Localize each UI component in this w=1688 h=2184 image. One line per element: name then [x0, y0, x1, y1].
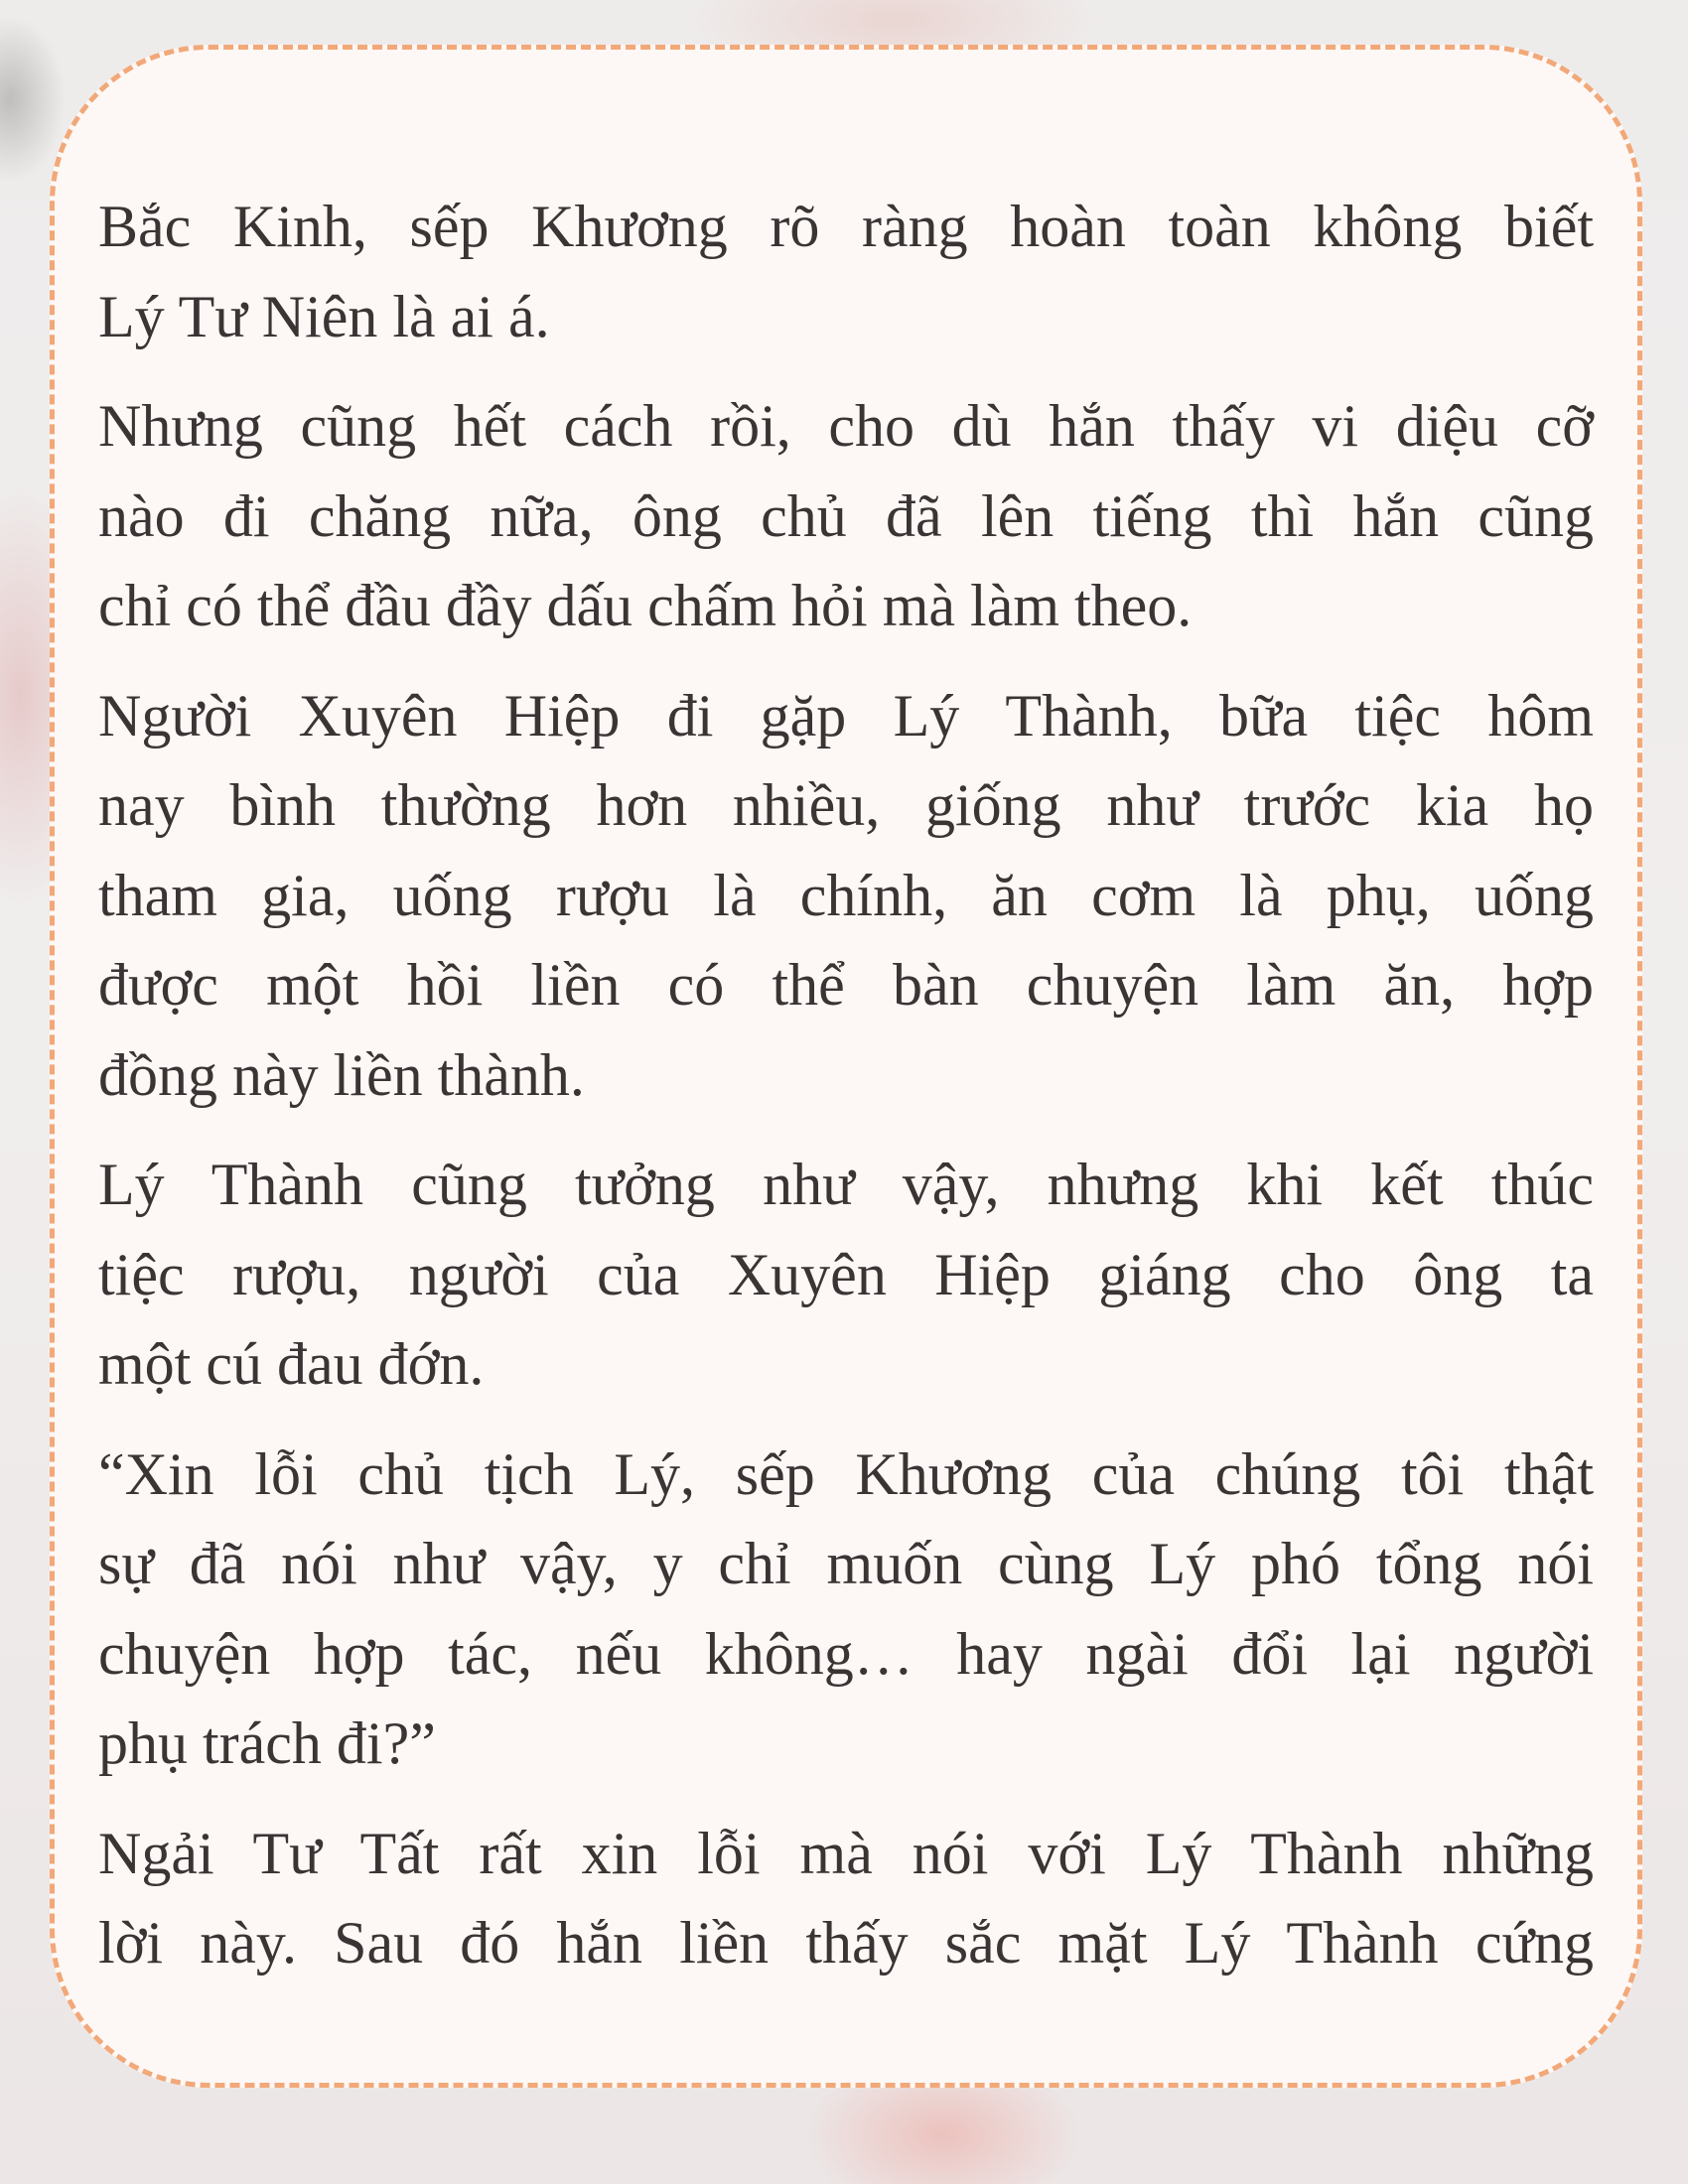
- text-line: Lý Thành cũng tưởng như vậy, nhưng khi kết thúc: [98, 1152, 1594, 1217]
- text-line: tiệc rượu, người của Xuyên Hiệp giáng cho ông ta: [98, 1241, 1594, 1307]
- paragraph: [98, 1809, 1594, 1988]
- paragraph: [98, 1140, 1594, 1410]
- text-line: Nhưng cũng hết cách rồi, cho dù hắn thấy vi diệu cỡ: [98, 393, 1594, 459]
- text-line: chuyện hợp tác, nếu không… hay ngài đổi lại người: [98, 1620, 1594, 1687]
- paragraph: [98, 671, 1594, 1121]
- text-line: nay bình thường hơn nhiều, giống như trước kia họ: [98, 772, 1594, 838]
- text-line: sự đã nói như vậy, y chỉ muốn cùng Lý phó tổng nói: [98, 1531, 1594, 1596]
- text-line: đồng này liền thành.: [98, 1041, 585, 1108]
- text-line: được một hồi liền có thể bàn chuyện làm ăn, hợp: [98, 952, 1594, 1018]
- paragraph: [98, 1430, 1594, 1789]
- paragraph: [98, 182, 1594, 361]
- text-line: tham gia, uống rượu là chính, ăn cơm là phụ, uống: [98, 862, 1594, 928]
- text-line: một cú đau đớn.: [98, 1331, 485, 1397]
- text-line: “Xin lỗi chủ tịch Lý, sếp Khương của chúng tôi thật: [98, 1440, 1594, 1507]
- text-line: chỉ có thể đầu đầy dấu chấm hỏi mà làm theo.: [98, 573, 1193, 638]
- text-line: lời này. Sau đó hắn liền thấy sắc mặt Lý Thành cứng: [98, 1910, 1594, 1976]
- text-line: Ngải Tư Tất rất xin lỗi mà nói với Lý Thành những: [98, 1820, 1594, 1886]
- text-line: Lý Tư Niên là ai á.: [98, 283, 550, 349]
- text-line: nào đi chăng nữa, ông chủ đã lên tiếng thì hắn cũng: [98, 482, 1594, 549]
- text-line: Người Xuyên Hiệp đi gặp Lý Thành, bữa tiệc hôm: [98, 682, 1594, 749]
- text-card: [50, 45, 1642, 2088]
- paragraph: [98, 381, 1594, 651]
- text-line: phụ trách đi?”: [98, 1710, 436, 1776]
- text-line: Bắc Kinh, sếp Khương rõ ràng hoàn toàn không biết: [98, 194, 1594, 259]
